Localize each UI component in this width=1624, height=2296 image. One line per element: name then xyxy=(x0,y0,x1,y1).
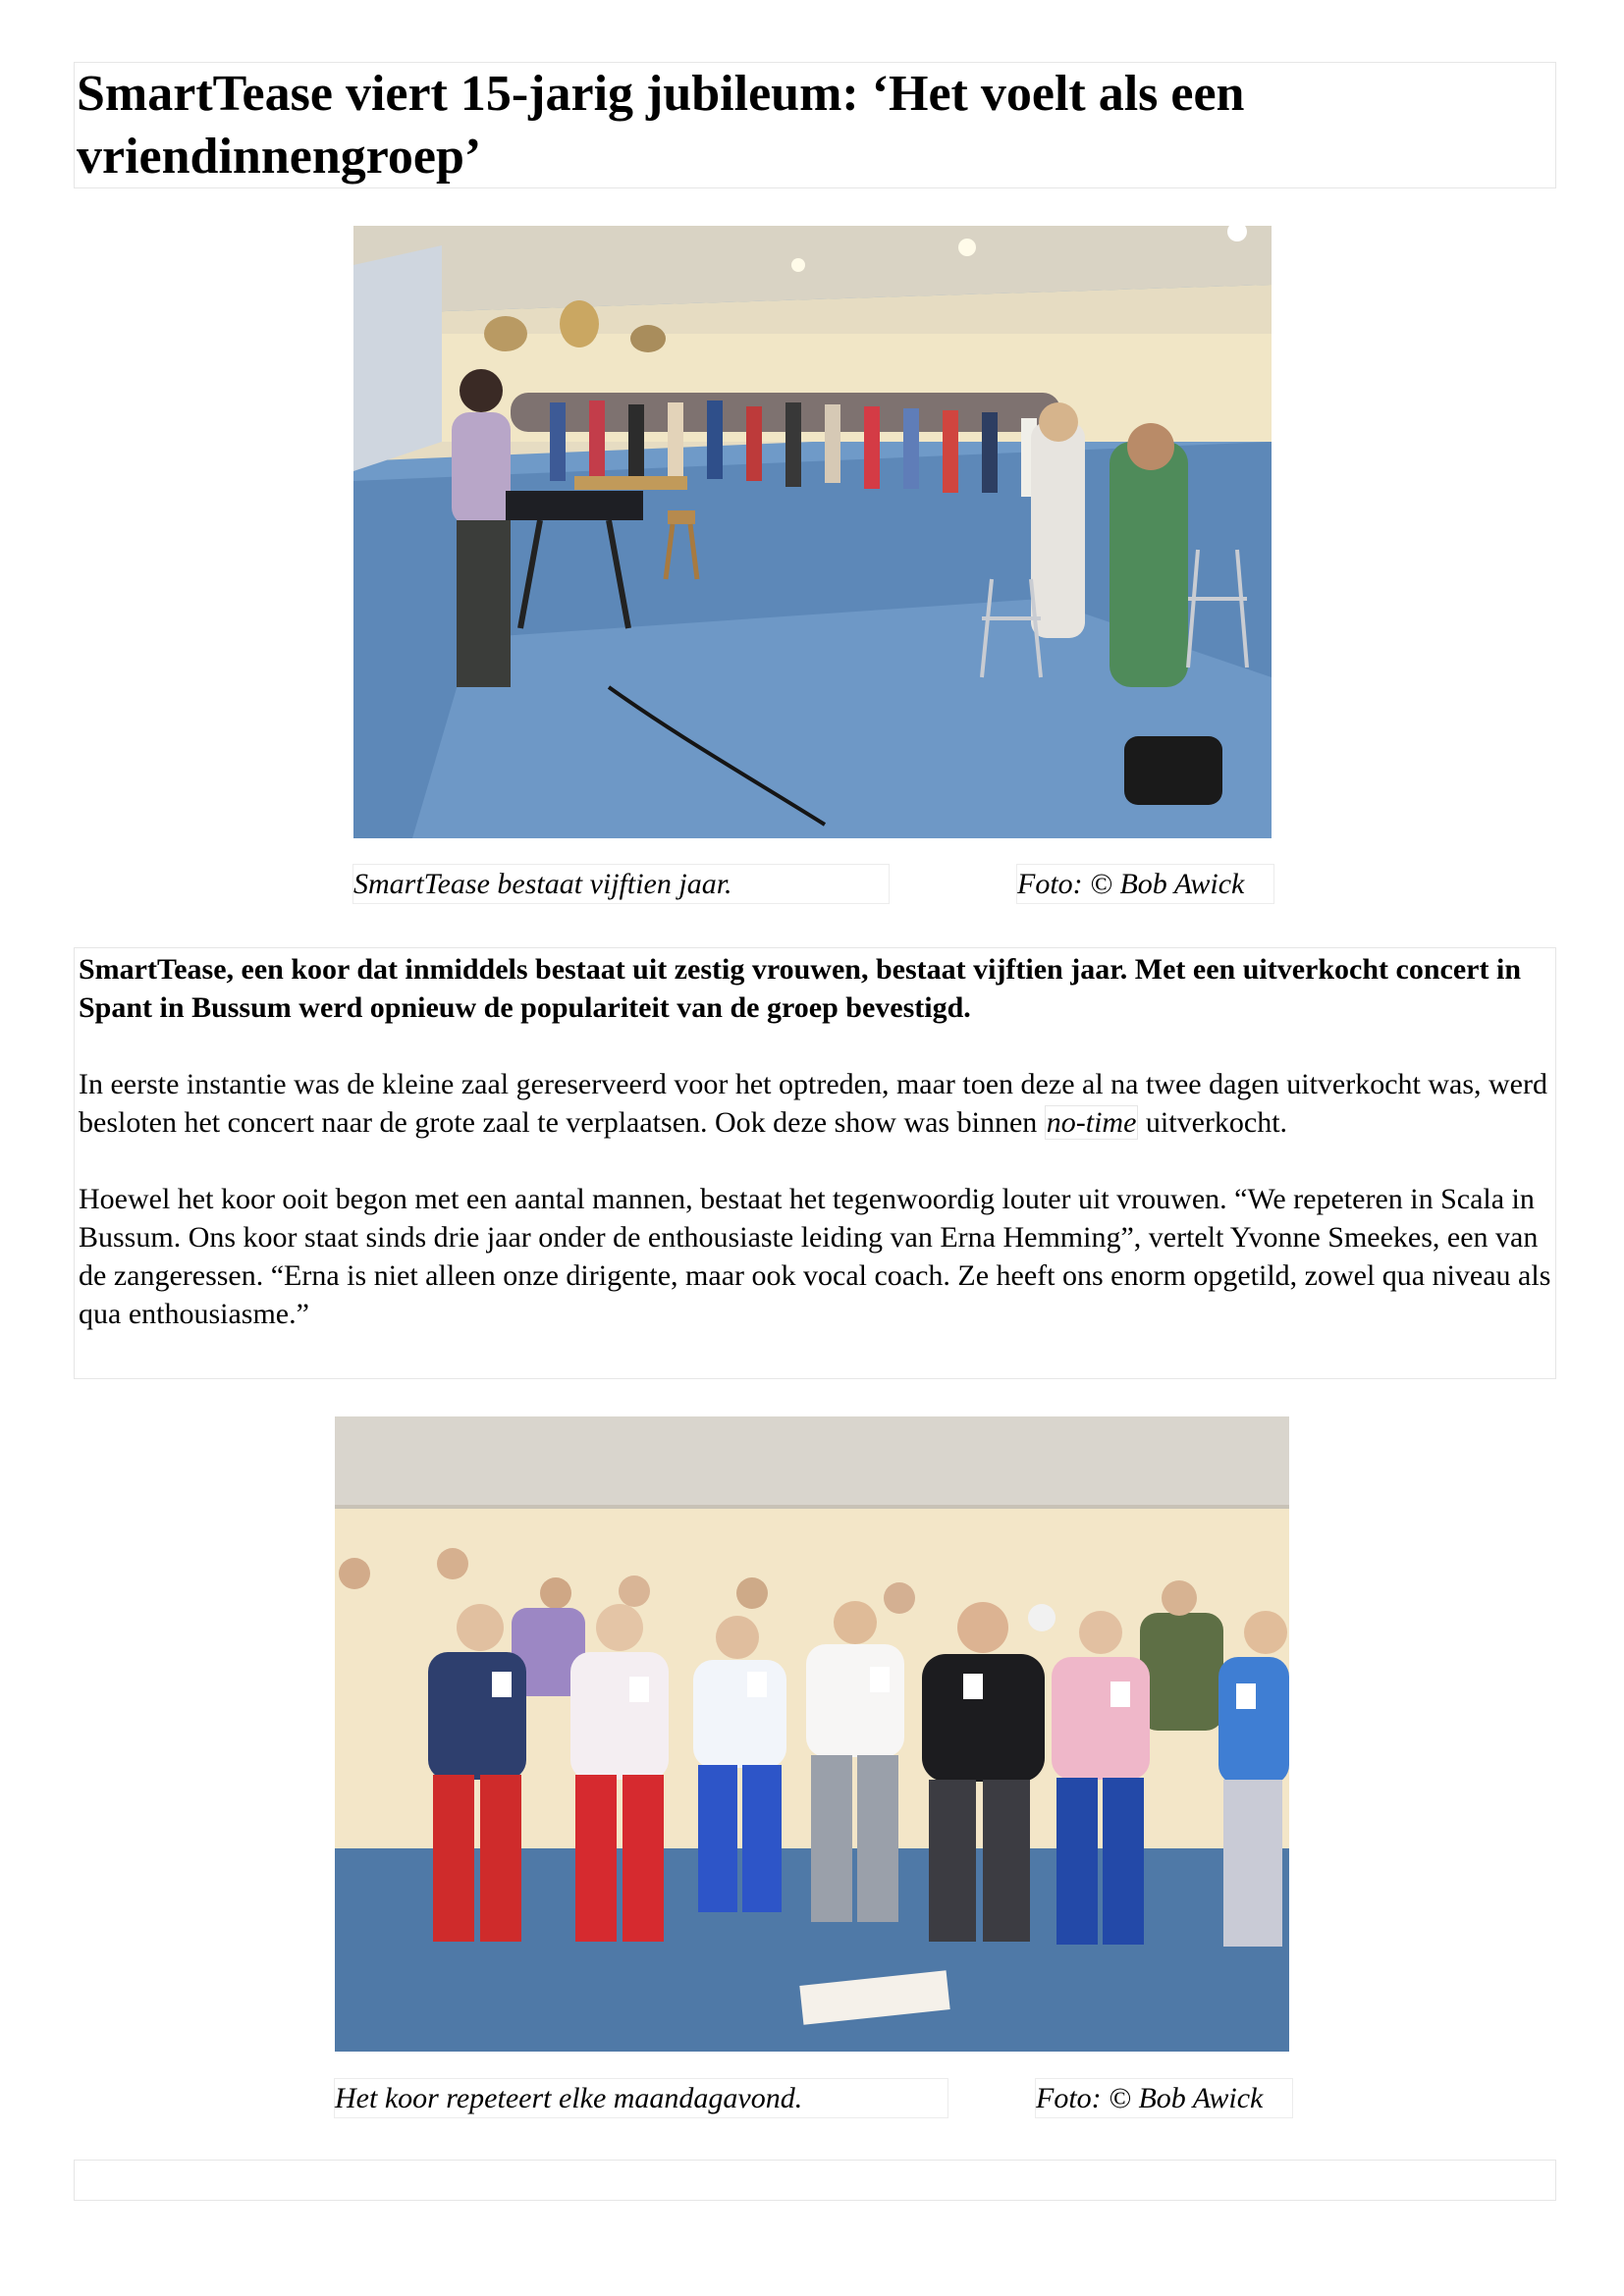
article-paragraph: Hoewel het koor ooit begon met een aantal mannen, bestaat het tegenwoordig louter uit vrouwen. “We repeteren in Scala in Bussum. Ons koor staat sinds drie jaar onder de enthousiaste leiding van Erna Hemming”, vertelt Yvonne Smeekes, een van de zangeressen. “Erna is niet alleen onze dirigente, maar ook vocal coach. Ze heeft ons enorm opgetild, zowel qua niveau als qua enthousiasme.” xyxy=(79,1183,1551,1330)
article-paragraph xyxy=(79,1065,1551,1142)
article-body xyxy=(79,950,1551,1371)
photo-credit: Foto: © Bob Awick xyxy=(1017,868,1245,900)
emphasis-text: no-time xyxy=(1046,1106,1137,1139)
article-photo-rehearsal-circle xyxy=(353,226,1272,838)
paragraph-text: uitverkocht. xyxy=(1138,1106,1288,1139)
headline: SmartTease viert 15-jarig jubileum: ‘Het voelt als een vriendinnengroep’ xyxy=(77,66,1245,185)
footer-frame xyxy=(74,2160,1556,2201)
article-lead: SmartTease, een koor dat inmiddels bestaat uit zestig vrouwen, bestaat vijftien jaar. Met een uitverkocht concert in Spant in Bussum werd opnieuw de populariteit van de groep bevestigd. xyxy=(79,953,1522,1024)
photo-credit: Foto: © Bob Awick xyxy=(1036,2082,1264,2114)
photo-caption: Het koor repeteert elke maandagavond. xyxy=(335,2082,803,2114)
photo-caption: SmartTease bestaat vijftien jaar. xyxy=(353,868,732,900)
paragraph-text: In eerste instantie was de kleine zaal gereserveerd voor het optreden, maar toen deze al na twee dagen uitverkocht was, werd besloten het concert naar de grote zaal te verplaatsen. Ook deze show was binnen xyxy=(79,1068,1547,1139)
article-photo-front-row-singers xyxy=(335,1416,1289,2052)
